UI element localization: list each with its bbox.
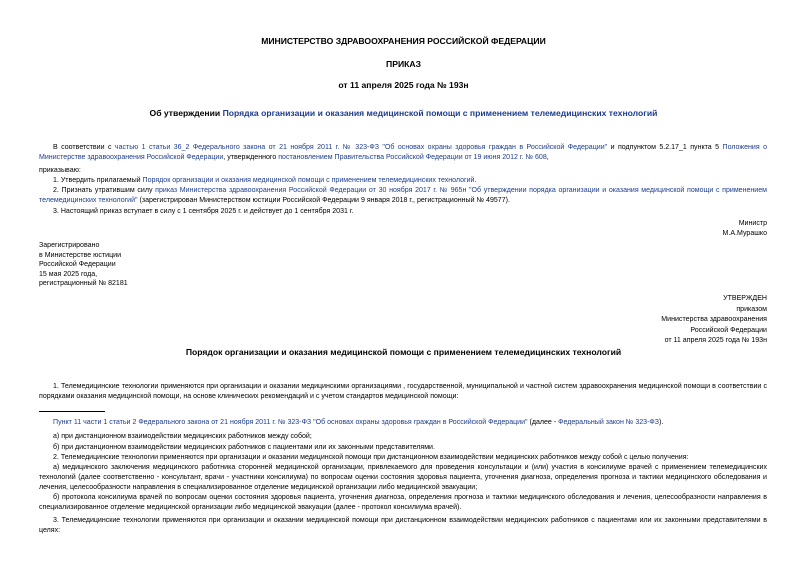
procedure-p3: 3. Телемедицинские технологии применяются при организации и оказании медицинской помощи при дистанционном взаимодействии медицинских работников с пациентами или их законными представителями в целях: [39,517,767,535]
item-2 [39,186,767,205]
preamble-text-4: , [546,153,549,161]
approved-block [500,294,767,347]
document-title [0,108,807,118]
item-1 [53,176,767,186]
item-1-text: 1. Утвердить прилагаемый [53,177,143,184]
item-3: 3. Настоящий приказ вступает в силу с 1 сентября 2025 г. и действует до 1 сентября 2031 г. [53,208,354,215]
procedure-p2: 2. Телемедицинские технологии применяются при организации и оказании медицинской помощи при дистанционном взаимодействии медицинских работников между собой с целью получения: [53,454,689,461]
item-2-text: 2. Признать утратившим силу [53,187,156,194]
list-item-a: а) при дистанционном взаимодействии медицинских работников между собой; [53,433,312,440]
approved-line: от 11 апреля 2025 года № 193н [664,337,767,344]
registration-line: в Министерстве юстиции [39,251,122,259]
list-item-b: б) при дистанционном взаимодействии медицинских работников с пациентами или их законными представителями. [53,444,435,451]
footnote-end: ). [659,419,664,426]
law-link[interactable]: частью 1 статьи 36_2 Федерального закона от 21 ноября 2011 г. № 323-ФЗ "Об основах охраны здоровья граждан в Российской Федерации" [114,144,608,151]
ministry-heading: МИНИСТЕРСТВО ЗДРАВООХРАНЕНИЯ РОССИЙСКОЙ ФЕДЕРАЦИИ [261,36,546,46]
footnote-text: (далее - [527,419,559,426]
approved-line: Министерства здравоохранения [661,316,767,323]
footnote [53,418,767,428]
registration-block [39,241,128,289]
preamble-text-3: , утвержденного [223,153,279,161]
registration-line: 15 мая 2025 года, [39,270,98,278]
procedure-link[interactable]: Порядок организации и оказания медицинской помощи с применением телемедицинских технологий [142,177,475,184]
signature-role: Министр [738,220,767,227]
document-date-number: от 11 апреля 2025 года № 193н [338,80,469,90]
item-2-end: (зарегистрирован Министерством юстиции Российской Федерации 9 января 2018 г., регистрационный № 49577). [137,196,510,204]
approved-line: Российской Федерации [690,326,767,334]
footnote-law-link[interactable]: Пункт 11 части 1 статьи 2 Федерального закона от 21 ноября 2011 г. № 323-ФЗ "Об основах охраны здоровья граждан в Российской Федерации" [53,419,528,426]
registration-line: регистрационный № 82181 [39,280,128,288]
preamble-text-2: и подпунктом 5.2.17_1 пункта 5 [607,144,723,151]
approved-line: УТВЕРЖДЕН [723,295,767,302]
registration-line: Зарегистрировано [39,242,100,249]
procedure-p1: 1. Телемедицинские технологии применяются при организации и оказании медицинскими организациями , государственной, муниципальной и частной систем здравоохранения медицинской помощи в соответствии с порядками оказания медицинской помощи, на основе клинических рекомендаций и с учетом стандартов медицинской помощи: [39,383,767,401]
document-title-prefix: Об утверждении [149,108,223,118]
item-1-end: . [474,177,477,184]
order-word: приказываю: [39,167,81,174]
registration-line: Российской Федерации [39,261,116,269]
resolution-link[interactable]: постановлением Правительства Российской Федерации от 19 июня 2012 г. № 608 [278,153,547,161]
approved-line: приказом [736,305,767,313]
footnote-short-link[interactable]: Федеральный закон № 323-ФЗ [558,419,660,426]
procedure-p2a: а) медицинского заключения медицинского работника сторонней медицинской организации, привлекаемого для проведения консультации и (или) участия в консилиуме врачей с применением телемедицинских технологий (далее соответственно - консультант, врачи - участники консилиума) по вопросам оценки состояния здоровья пациента, уточнения диагноза, определения прогноза и тактики медицинского обследования и лечения, целесообразности направления в специализированное отделение медицинской организации либо медицинской эвакуации; [39,464,767,491]
preamble-text-1: В соответствии с [53,144,115,151]
title-link[interactable]: Порядка организации и оказания медицинской помощи с применением телемедицинских технологий [222,108,658,118]
regulation-link[interactable]: Положения о Министерстве здравоохранения Российской Федерации [39,144,767,161]
signature-name: М.А.Мурашко [722,230,767,237]
preamble-paragraph [39,143,767,162]
footnote-divider [39,411,105,412]
procedure-p2b: б) протокола консилиума врачей по вопросам оценки состояния здоровья пациента, уточнения диагноза, определения прогноза и тактики медицинского обследования и лечения, целесообразности направления в специализированное отделение медицинской организации либо медицинской эвакуации (далее - протокол консилиума врачей). [39,494,767,511]
procedure-title: Порядок организации и оказания медицинской помощи с применением телемедицинских технологий [185,347,622,357]
old-order-link[interactable]: приказ Министерства здравоохранения Российской Федерации от 30 ноября 2017 г. № 965н "Об утверждении порядка организации и оказания медицинской помощи с применением телемедицинских технологий" [39,187,767,204]
document-type: ПРИКАЗ [386,59,421,69]
